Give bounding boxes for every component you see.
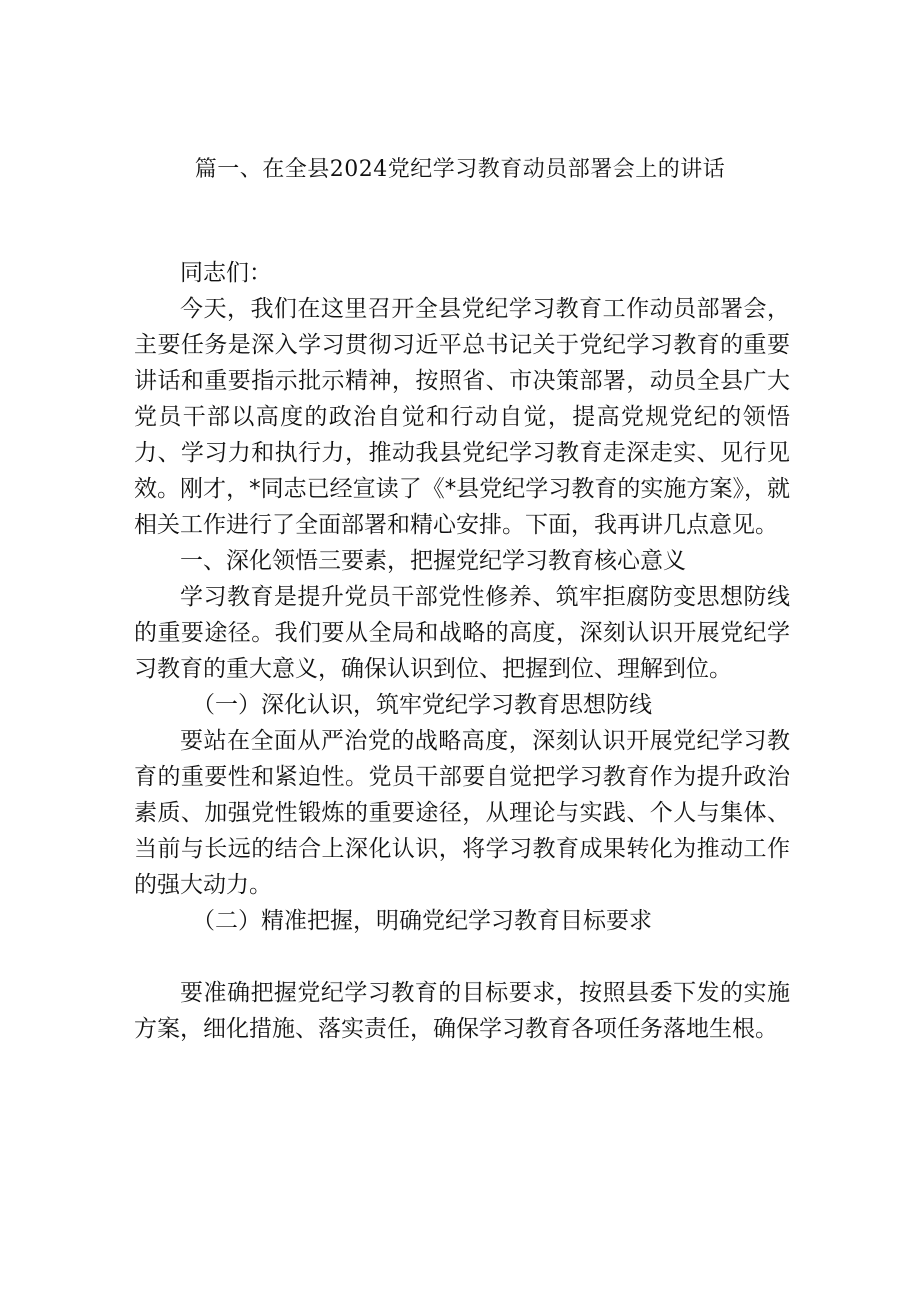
paragraph-intro: 今天，我们在这里召开全县党纪学习教育工作动员部署会，主要任务是深入学习贯彻习近平总书记关于党纪学习教育的重要讲话和重要指示批示精神，按照省、市决策部署，动员全县广大党员干部以高度的政治自觉和行动自觉，提高党规党纪的领悟力、学习力和执行力，推动我县党纪学习教育走深走实、见行见效。刚才，*同志已经宣读了《*县党纪学习教育的实施方案》，就相关工作进行了全面部署和精心安排。下面，我再讲几点意见。 <box>134 296 790 538</box>
section-heading-1: 一、深化领悟三要素，把握党纪学习教育核心意义 <box>180 548 686 574</box>
paragraph-subsection-1: 要站在全面从严治党的战略高度，深刻认识开展党纪学习教育的重要性和紧迫性。党员干部要自觉把学习教育作为提升政治素质、加强党性锻炼的重要途径，从理论与实践、个人与集体、当前与长远的结合上深化认识，将学习教育成果转化为推动工作的强大动力。 <box>134 728 790 898</box>
subsection-heading-1: （一）深化认识，筑牢党纪学习教育思想防线 <box>192 692 652 718</box>
greeting: 同志们： <box>180 260 272 286</box>
blank-line <box>134 939 790 975</box>
paragraph-subsection-2: 要准确把握党纪学习教育的目标要求，按照县委下发的实施方案，细化措施、落实责任，确保学习教育各项任务落地生根。 <box>134 980 790 1042</box>
document-title: 篇一、在全县2024党纪学习教育动员部署会上的讲话 <box>194 157 726 182</box>
paragraph-section-1: 学习教育是提升党员干部党性修养、筑牢拒腐防变思想防线的重要途径。我们要从全局和战略的高度，深刻认识开展党纪学习教育的重大意义，确保认识到位、把握到位、理解到位。 <box>134 584 790 682</box>
document-body <box>134 255 790 1047</box>
subsection-heading-2: （二）精准把握，明确党纪学习教育目标要求 <box>192 908 652 934</box>
